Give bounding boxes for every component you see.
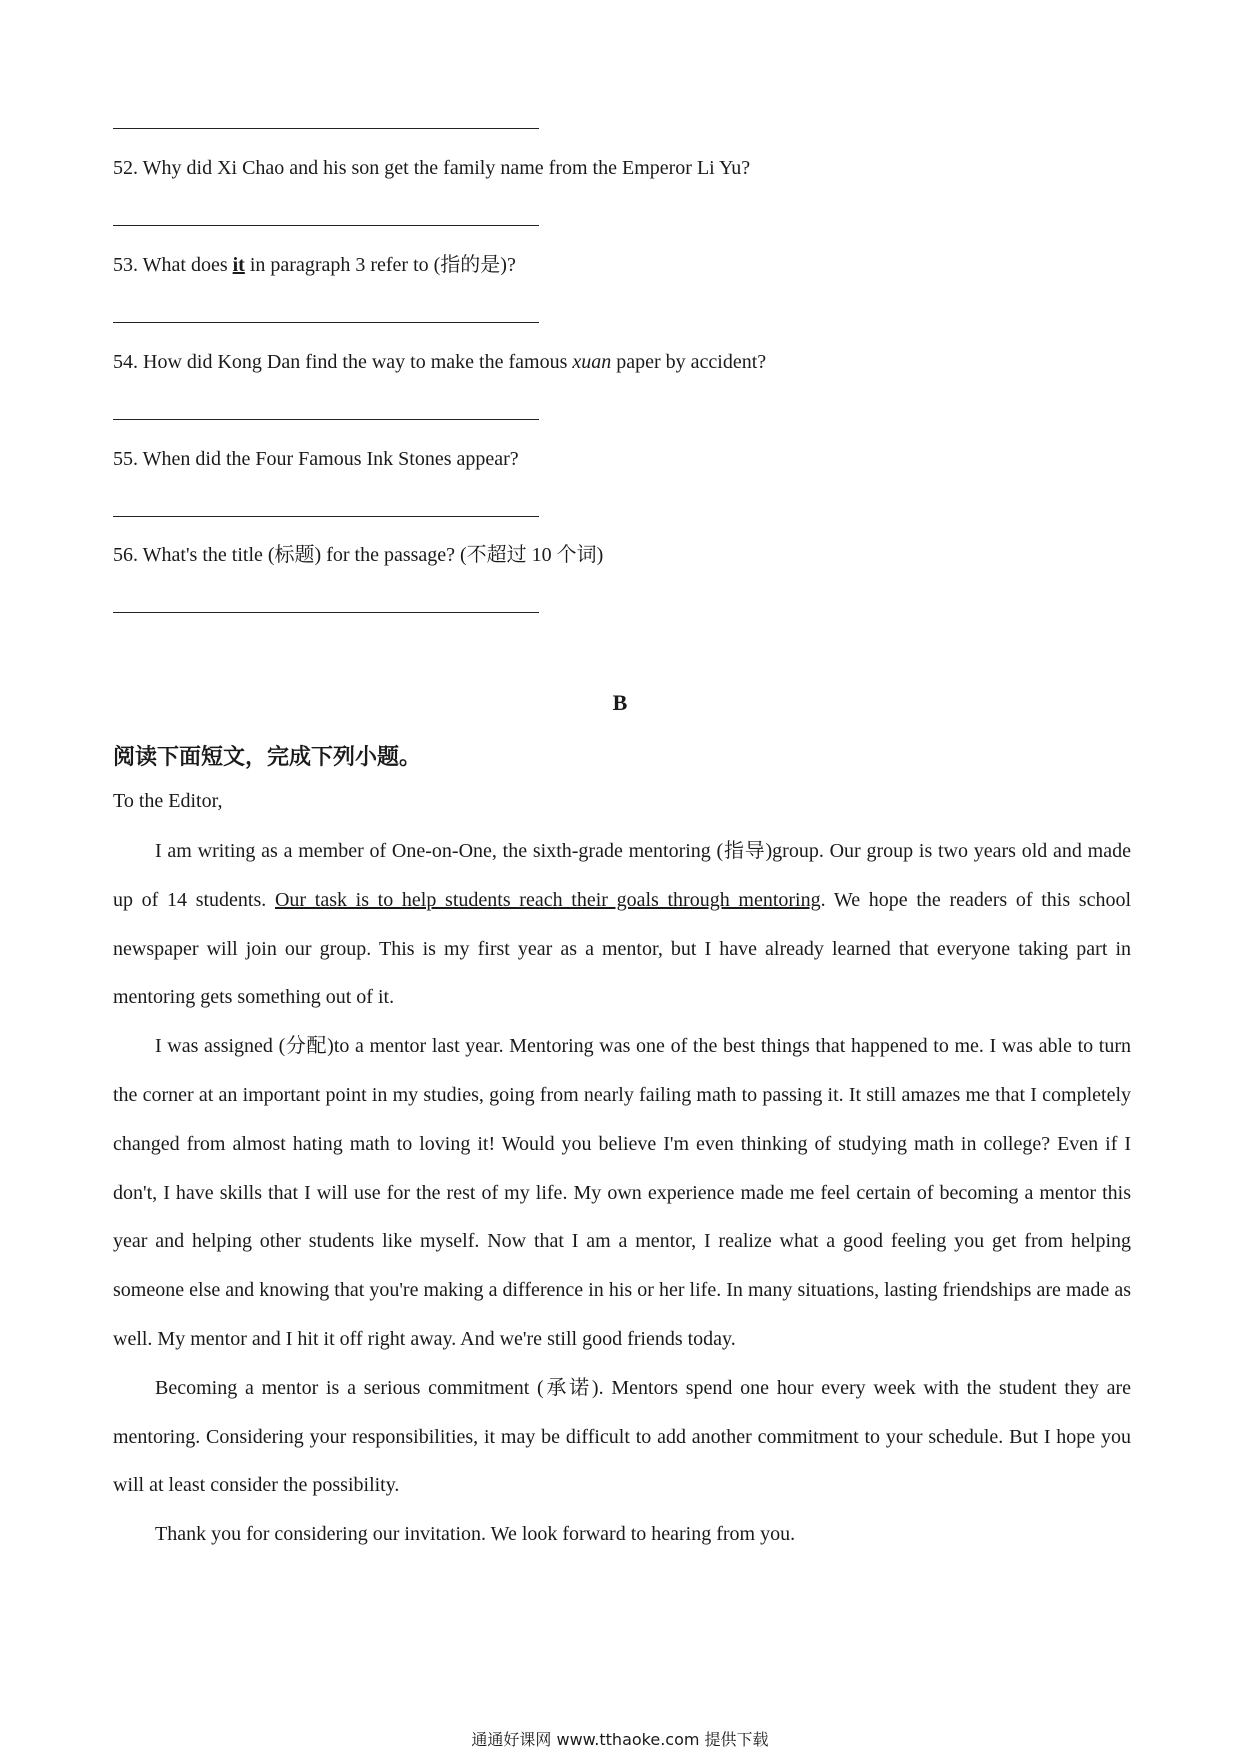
- question-text-post: in paragraph 3 refer to (指的是)?: [249, 254, 516, 276]
- page-footer: 通通好课网 www.tthaoke.com 提供下载: [471, 1730, 769, 1749]
- question-55: [113, 446, 519, 472]
- question-text-pre: What does: [142, 254, 228, 276]
- question-53: [113, 252, 516, 278]
- question-number: 54.: [113, 351, 138, 373]
- answer-line-54: [113, 419, 539, 420]
- answer-line-52: [113, 225, 539, 226]
- question-number: 52.: [113, 157, 138, 179]
- question-56: [113, 542, 603, 568]
- paragraph-2: I was assigned (分配)to a mentor last year. Mentoring was one of the best things that happened to me. I was able to turn the corner at an important point in my studies, going from nearly failing math to passing it. It still amazes me that I completely changed from almost hating math to loving it! Would you believe I'm even thinking of studying math in college? Even if I don't, I have skills that I will use for the rest of my life. My own experience made me feel certain of becoming a mentor this year and helping other students like myself. Now that I am a mentor, I realize what a good feeling you get from helping someone else and knowing that you're making a difference in his or her life. In many situations, lasting friendships are made as well. My mentor and I hit it off right away. And we're still good friends today.: [113, 1035, 1131, 1350]
- question-text-pre: How did Kong Dan find the way to make the famous: [143, 351, 568, 373]
- paragraph-4: Thank you for considering our invitation. We look forward to hearing from you.: [155, 1523, 796, 1546]
- answer-line-53: [113, 322, 539, 323]
- paragraph-1-text-end: . We hope the readers of this school newspaper will join our group. This is my first year as a mentor, but I have already learned that everyone taking part in mentoring gets something out of it.: [113, 888, 1132, 1009]
- question-text: When did the Four Famous Ink Stones appear?: [142, 448, 519, 470]
- section-title: B: [612, 690, 628, 715]
- question-52: [113, 155, 750, 181]
- section-instruction: 阅读下面短文，完成下列小题。: [113, 745, 422, 770]
- paragraph-3: Becoming a mentor is a serious commitment (承诺). Mentors spend one hour every week with the student they are mentoring. Considering your responsibilities, it may be difficult to add another commitment to your schedule. But I hope you will at least consider the possibility.: [113, 1376, 1131, 1497]
- question-number: 53.: [113, 254, 138, 276]
- question-text: Why did Xi Chao and his son get the family name from the Emperor Li Yu?: [142, 157, 751, 179]
- question-number: 55.: [113, 448, 138, 470]
- question-text-post: paper by accident?: [616, 351, 767, 373]
- answer-line-51: [113, 128, 539, 129]
- letter-body: [113, 827, 1131, 1559]
- question-keyword: it: [232, 254, 245, 276]
- answer-line-55: [113, 516, 539, 517]
- question-number: 56.: [113, 544, 138, 566]
- question-italic-word: xuan: [572, 351, 612, 373]
- paragraph-1: [113, 827, 1131, 1022]
- paragraph-1-text: I am writing as a member of One-on-One, the sixth-grade mentoring (指导)group. Our group is two years old and made up of 14 students.: [113, 840, 1131, 911]
- answer-line-56: [113, 612, 539, 613]
- letter-salutation: To the Editor,: [113, 790, 223, 812]
- question-text: What's the title (标题) for the passage? (不超过 10 个词): [142, 544, 604, 566]
- question-54: [113, 349, 766, 375]
- underlined-sentence: Our task is to help students reach their goals through mentoring: [274, 888, 821, 911]
